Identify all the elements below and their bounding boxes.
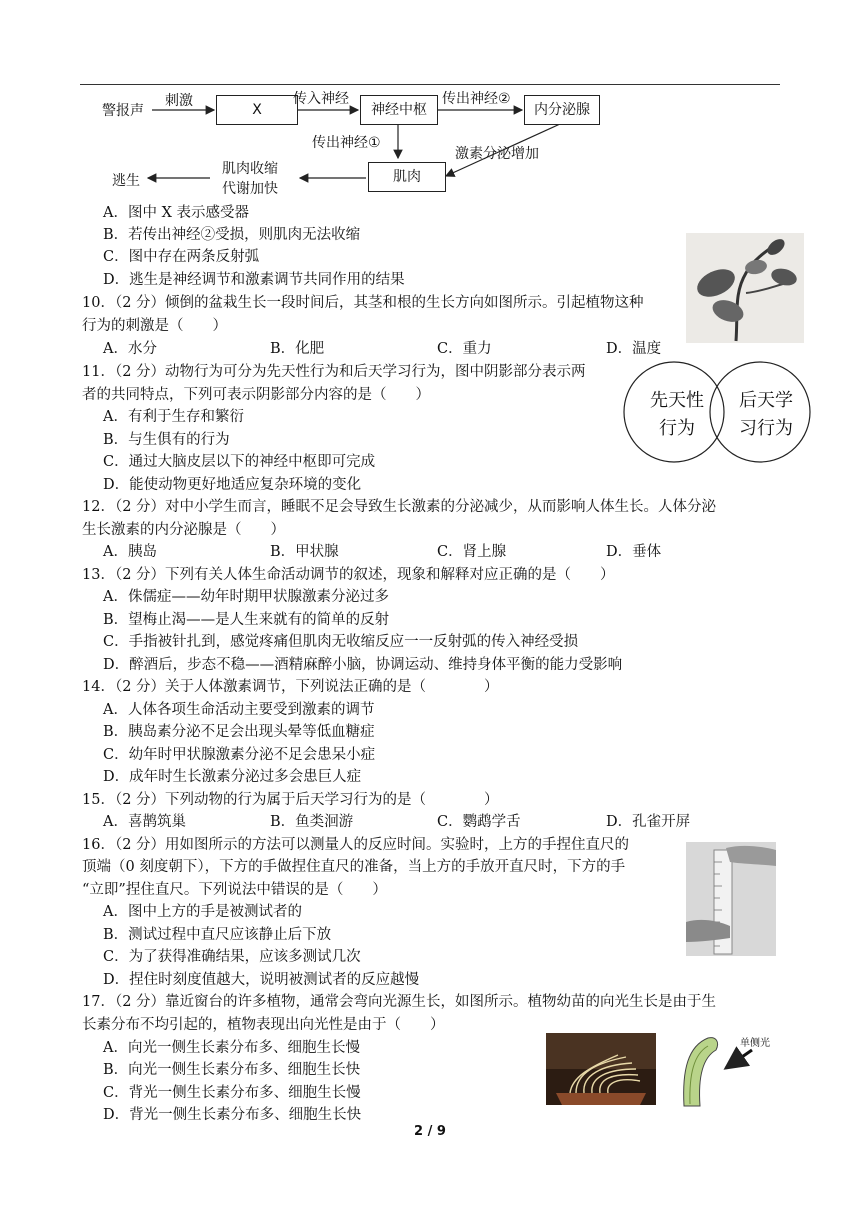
q14-option-b: B．胰岛素分泌不足会出现头晕等低血糖症 [103, 724, 375, 740]
page-number: 2 / 9 [414, 1124, 446, 1139]
q12-stem-1: 12．（2 分）对中小学生而言，睡眠不足会导致生长激素的分泌减少，从而影响人体生长。人体分泌 [82, 499, 717, 515]
q15-option-a: A．喜鹊筑巢 [103, 814, 186, 830]
venn-right-label-2: 习行为 [739, 418, 793, 439]
q11-option-b: B．与生俱有的行为 [103, 432, 230, 448]
q9-option-d: D．逃生是神经调节和激素调节共同作用的结果 [103, 272, 405, 288]
q11-stem-1: 11．（2 分）动物行为可分为先天性行为和后天学习行为，图中阴影部分表示两 [82, 364, 586, 380]
q17-option-b: B．向光一侧生长素分布多、细胞生长快 [103, 1062, 361, 1078]
q16-option-a: A．图中上方的手是被测试者的 [103, 904, 302, 920]
diagram-hormone: 激素分泌增加 [455, 146, 539, 162]
q10-option-d: D．温度 [606, 341, 662, 357]
q16-stem-2: 顶端（0 刻度朝下），下方的手做捏住直尺的准备，当上方的手放开直尺时，下方的手 [82, 859, 626, 875]
venn-right-label-1: 后天学 [739, 390, 793, 411]
ruler-test-image [686, 842, 776, 956]
q13-option-a: A．侏儒症——幼年时期甲状腺激素分泌过多 [103, 589, 389, 605]
q12-option-c: C．肾上腺 [437, 544, 507, 560]
q10-option-a: A．水分 [103, 341, 157, 357]
venn-left-label-2: 行为 [659, 418, 695, 439]
q16-option-b: B．测试过程中直尺应该静止后下放 [103, 927, 332, 943]
q11-stem-2: 者的共同特点，下列可表示阴影部分内容的是（ ） [82, 387, 430, 403]
q9-option-c: C．图中存在两条反射弧 [103, 249, 260, 265]
q14-option-d: D．成年时生长激素分泌过多会患巨人症 [103, 769, 362, 785]
gland-box: 内分泌腺 [524, 95, 600, 125]
venn-left-label-1: 先天性 [650, 390, 704, 411]
diagram-efferent1: 传出神经① [312, 135, 381, 151]
q12-stem-2: 生长激素的内分泌腺是（ ） [82, 522, 285, 538]
q15-option-b: B．鱼类洄游 [270, 814, 354, 830]
q11-option-d: D．能使动物更好地适应复杂环境的变化 [103, 477, 362, 493]
q13-stem: 13．（2 分）下列有关人体生命活动调节的叙述，现象和解释对应正确的是（ ） [82, 567, 615, 583]
q12-option-a: A．胰岛 [103, 544, 157, 560]
q16-option-d: D．捏住时刻度值越大，说明被测试者的反应越慢 [103, 972, 420, 988]
q15-option-d: D．孔雀开屏 [606, 814, 691, 830]
diagram-escape: 逃生 [112, 173, 140, 189]
q16-stem-1: 16．（2 分）用如图所示的方法可以测量人的反应时间。实验时，上方的手捏住直尺的 [82, 837, 630, 853]
diagram-start: 警报声 [102, 103, 144, 119]
x-box: X [216, 95, 298, 125]
q13-option-d: D．醉酒后，步态不稳——酒精麻醉小脑，协调运动、维持身体平衡的能力受影响 [103, 657, 623, 673]
q10-option-b: B．化肥 [270, 341, 325, 357]
q17-option-c: C．背光一侧生长素分布多、细胞生长慢 [103, 1085, 361, 1101]
q11-option-a: A．有利于生存和繁衍 [103, 409, 244, 425]
nerve-center-box: 神经中枢 [360, 95, 438, 125]
q10-stem-1: 10．（2 分）倾倒的盆栽生长一段时间后，其茎和根的生长方向如图所示。引起植物这种 [82, 295, 644, 311]
q14-stem: 14．（2 分）关于人体激素调节，下列说法正确的是（ ） [82, 679, 499, 695]
diagram-afferent: 传入神经 [293, 91, 349, 107]
q9-option-a: A．图中 X 表示感受器 [103, 205, 250, 221]
tilted-plant-image [686, 233, 804, 343]
q10-stem-2: 行为的刺激是（ ） [82, 318, 227, 334]
q10-option-c: C．重力 [437, 341, 492, 357]
q17-stem-1: 17．（2 分）靠近窗台的许多植物，通常会弯向光源生长，如图所示。植物幼苗的向光生长是由于生 [82, 994, 717, 1010]
q15-option-c: C．鹦鹉学舌 [437, 814, 521, 830]
diagram-stimulus: 刺激 [165, 93, 193, 109]
muscle-box: 肌肉 [368, 162, 446, 192]
diagram-contract-1: 肌肉收缩 [222, 161, 278, 177]
seedlings-photo [546, 1033, 656, 1105]
light-label: 单侧光 [740, 1038, 770, 1049]
q16-option-c: C．为了获得准确结果，应该多测试几次 [103, 949, 361, 965]
diagram-contract-2: 代谢加快 [222, 181, 278, 197]
q17-option-a: A．向光一侧生长素分布多、细胞生长慢 [103, 1040, 360, 1056]
q9-option-b: B．若传出神经②受损，则肌肉无法收缩 [103, 227, 361, 243]
diagram-efferent2: 传出神经② [442, 91, 511, 107]
q17-stem-2: 长素分布不均引起的，植物表现出向光性是由于（ ） [82, 1017, 445, 1033]
q15-stem: 15．（2 分）下列动物的行为属于后天学习行为的是（ ） [82, 792, 499, 808]
q12-option-d: D．垂体 [606, 544, 662, 560]
q12-option-b: B．甲状腺 [270, 544, 339, 560]
q17-option-d: D．背光一侧生长素分布多、细胞生长快 [103, 1107, 362, 1123]
q16-stem-3: “立即”捏住直尺。下列说法中错误的是（ ） [82, 882, 387, 898]
q13-option-c: C．手指被针扎到，感觉疼痛但肌肉无收缩反应一一反射弧的传入神经受损 [103, 634, 579, 650]
q13-option-b: B．望梅止渴——是人生来就有的简单的反射 [103, 612, 390, 628]
q14-option-c: C．幼年时甲状腺激素分泌不足会患呆小症 [103, 747, 376, 763]
q14-option-a: A．人体各项生命活动主要受到激素的调节 [103, 702, 375, 718]
q11-option-c: C．通过大脑皮层以下的神经中枢即可完成 [103, 454, 376, 470]
